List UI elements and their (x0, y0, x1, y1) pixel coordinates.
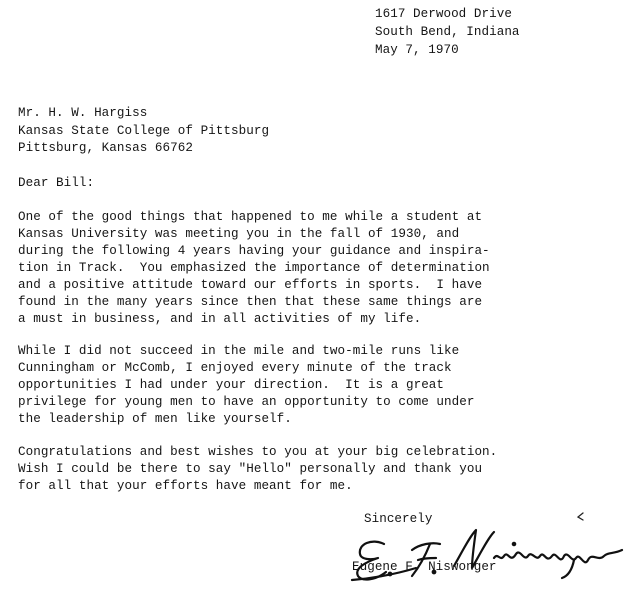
closing: Sincerely (364, 512, 433, 526)
paragraph-line: Wish I could be there to say "Hello" personally and thank you (18, 462, 483, 476)
paragraph-line: and a positive attitude toward our efforts in sports. I have (18, 278, 483, 292)
salutation: Dear Bill: (18, 176, 95, 190)
sender-street: 1617 Derwood Drive (375, 7, 512, 21)
paragraph-line: for all that your efforts have meant for me. (18, 479, 353, 493)
pen-mark (576, 512, 586, 522)
paragraph-line: found in the many years since then that these same things are (18, 295, 483, 309)
sender-city-state: South Bend, Indiana (375, 25, 520, 39)
paragraph-line: opportunities I had under your direction. It is a great (18, 378, 445, 392)
paragraph-line: tion in Track. You emphasized the importance of determination (18, 261, 490, 275)
recipient-name: Mr. H. W. Hargiss (18, 106, 148, 120)
paragraph-line: Kansas University was meeting you in the fall of 1930, and (18, 227, 460, 241)
paragraph-line: a must in business, and in all activities of my life. (18, 312, 422, 326)
paragraph-line: Cunningham or McComb, I enjoyed every minute of the track (18, 361, 452, 375)
paragraph-line: One of the good things that happened to me while a student at (18, 210, 483, 224)
recipient-institution: Kansas State College of Pittsburg (18, 124, 270, 138)
letter-date: May 7, 1970 (375, 43, 459, 57)
paragraph-line: privilege for young men to have an opportunity to come under (18, 395, 475, 409)
paragraph-line: during the following 4 years having your guidance and inspira- (18, 244, 490, 258)
paragraph-line: the leadership of men like yourself. (18, 412, 292, 426)
paragraph-line: While I did not succeed in the mile and two-mile runs like (18, 344, 460, 358)
signer-name: Eugene F. Niswonger (352, 560, 497, 574)
recipient-city-state: Pittsburg, Kansas 66762 (18, 141, 193, 155)
paragraph-line: Congratulations and best wishes to you at your big celebration. (18, 445, 498, 459)
